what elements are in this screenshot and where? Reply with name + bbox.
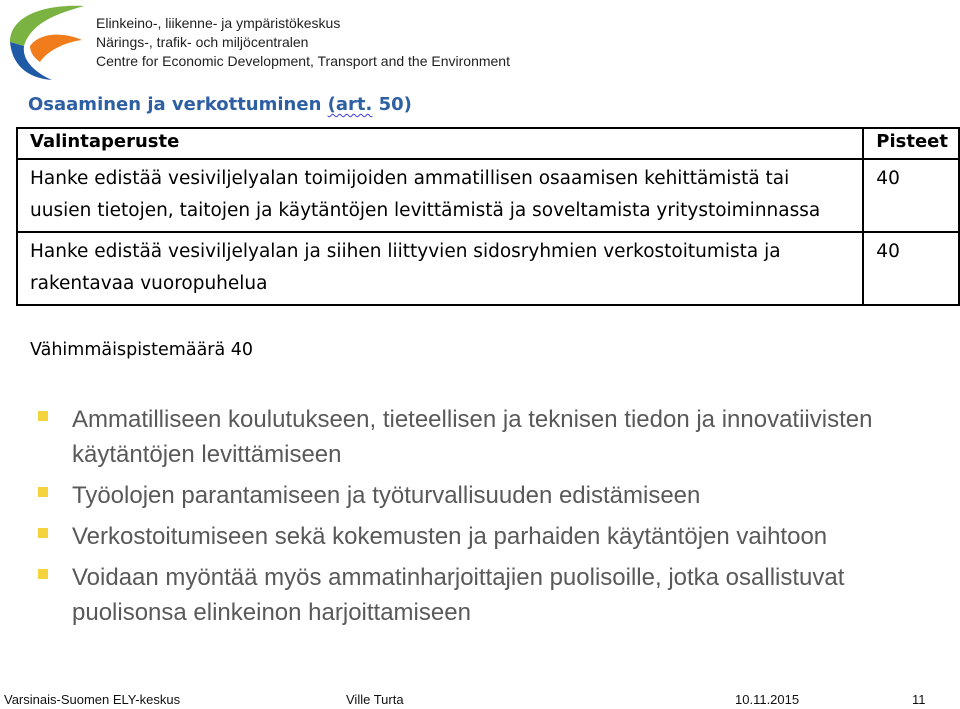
org-name-english: Centre for Economic Development, Transport and the Environment <box>96 53 510 69</box>
minimum-points: Vähimmäispistemäärä 40 <box>30 340 254 360</box>
table-header-row <box>17 128 959 159</box>
list-item <box>38 402 918 472</box>
bullet-text: Voidaan myöntää myös ammatinharjoittajien puolisoille, jotka osallistuvat puolisonsa elinkeinon harjoittamiseen <box>72 564 845 626</box>
bullet-text: Työolojen parantamiseen ja työturvallisuuden edistämiseen <box>72 482 701 509</box>
column-header-points: Pisteet <box>863 128 959 159</box>
table-row <box>17 232 959 305</box>
bullet-list <box>38 402 918 636</box>
org-name-swedish: Närings-, trafik- och miljöcentralen <box>96 34 309 50</box>
footer-date: 10.11.2015 <box>735 692 800 707</box>
bullet-square-icon <box>38 411 48 421</box>
footer-author: Ville Turta <box>346 692 404 707</box>
points-cell: 40 <box>863 232 959 305</box>
section-title-main: Osaaminen ja verkottuminen <box>28 94 328 115</box>
list-item <box>38 560 918 630</box>
criteria-table <box>16 127 960 306</box>
footer-organization: Varsinais-Suomen ELY-keskus <box>4 692 181 707</box>
ely-logo <box>4 2 88 82</box>
list-item <box>38 478 918 513</box>
bullet-square-icon <box>38 569 48 579</box>
organization-name <box>96 14 510 71</box>
list-item <box>38 519 918 554</box>
bullet-text: Ammatilliseen koulutukseen, tieteellisen ja teknisen tiedon ja innovatiivisten käytäntöjen levittämiseen <box>72 406 873 468</box>
bullet-square-icon <box>38 487 48 497</box>
column-header-criterion: Valintaperuste <box>17 128 863 159</box>
criterion-cell: Hanke edistää vesiviljelyalan toimijoiden ammatillisen osaamisen kehittämistä tai uusien tietojen, taitojen ja käytäntöjen levittämistä ja soveltamista yritystoiminnassa <box>17 159 863 232</box>
logo-orange-leaf <box>30 35 82 62</box>
bullet-square-icon <box>38 528 48 538</box>
table-row <box>17 159 959 232</box>
bullet-text: Verkostoitumiseen sekä kokemusten ja parhaiden käytäntöjen vaihtoon <box>72 523 828 550</box>
section-title <box>28 94 412 115</box>
footer-page-number: 11 <box>912 692 926 707</box>
points-cell: 40 <box>863 159 959 232</box>
section-title-ref: (art. <box>327 94 373 115</box>
criterion-cell: Hanke edistää vesiviljelyalan ja siihen liittyvien sidosryhmien verkostoitumista ja rakentavaa vuoropuhelua <box>17 232 863 305</box>
section-title-num: 50) <box>372 94 412 115</box>
org-name-finnish: Elinkeino-, liikenne- ja ympäristökeskus <box>96 15 341 31</box>
